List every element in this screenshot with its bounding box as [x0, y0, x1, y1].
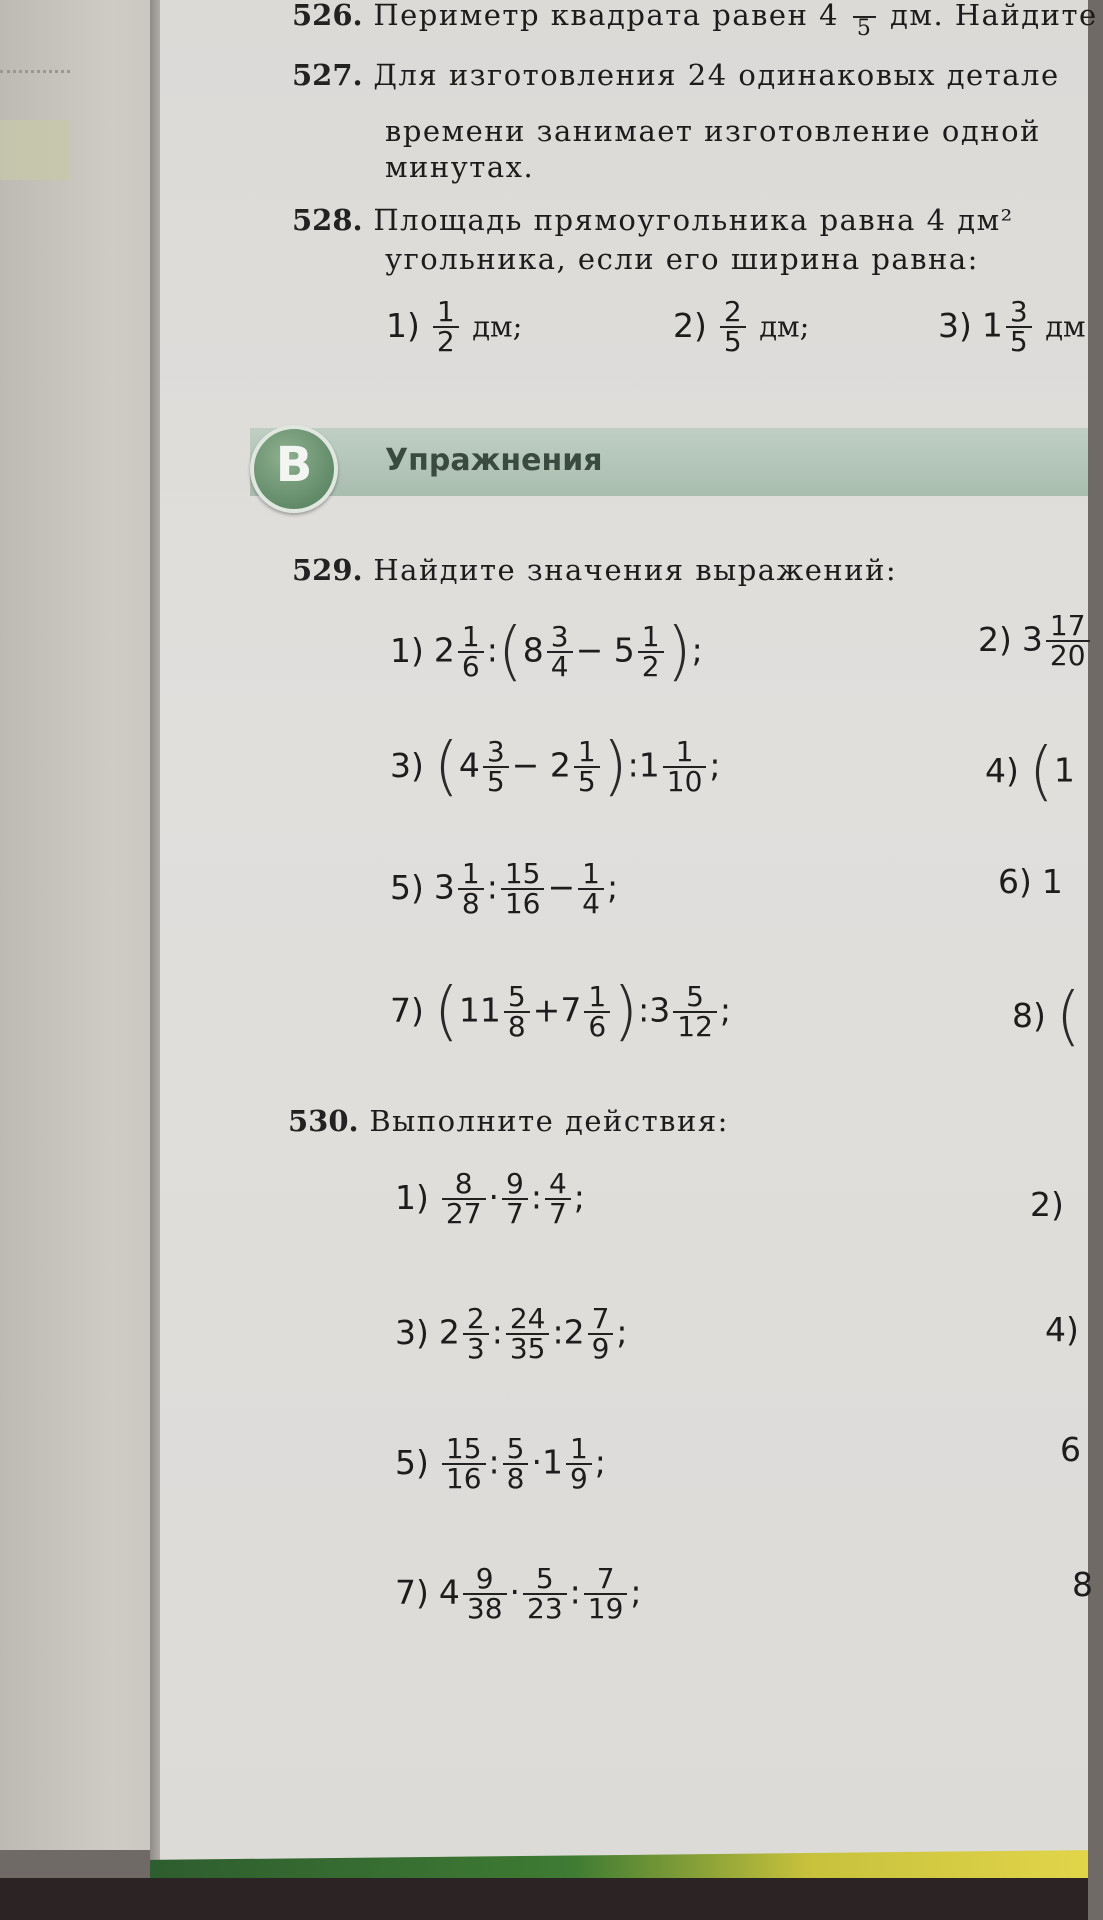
problem-number: 526. — [292, 0, 363, 32]
problem-530 — [288, 1104, 729, 1138]
problem-title: Выполните действия: — [369, 1104, 729, 1138]
expression-529-8: 8) ( — [1012, 980, 1081, 1054]
expression-529-6: 6) 1 — [998, 862, 1063, 901]
problem-text: Периметр квадрата равен 4 — [373, 0, 840, 32]
problem-text: дм. Найдите — [890, 0, 1098, 32]
problem-text: Для изготовления 24 одинаковых детале — [373, 58, 1060, 92]
section-banner — [250, 428, 1088, 496]
expression-529-1: 1) 2 $\frac{1}{6}$ :(8 $\frac{3}{4}$ − 5 $\frac{1}{2}$ ); — [390, 615, 703, 689]
problem-text: времени занимает изготовление одной — [385, 114, 1041, 148]
problem-text: угольника, если его ширина равна: — [385, 242, 979, 276]
expression-529-4: 4) (1 — [985, 735, 1075, 809]
problem-527 — [292, 58, 1060, 92]
problem-529 — [292, 553, 897, 587]
section-title: Упражнения — [385, 443, 603, 478]
answer-option-1: 1) $\frac{1}{2}$ дм; — [386, 295, 523, 358]
problem-title: Найдите значения выражений: — [373, 553, 898, 587]
expression-530-8: 8 — [1072, 1565, 1093, 1604]
expression-530-6: 6 — [1060, 1430, 1081, 1469]
expression-529-3: 3) (4 $\frac{3}{5}$ − 2 $\frac{1}{5}$ ):1 $\frac{1}{10}$ ; — [390, 730, 721, 804]
expression-529-2: 2) 3 $\frac{17}{20}$ — [978, 612, 1093, 670]
expression-530-1: 1) $\frac{8}{27}$ · $\frac{9}{7}$ : $\frac{4}{7}$ ; — [395, 1167, 585, 1230]
table-surface — [0, 1878, 1088, 1920]
left-page-stain — [0, 120, 70, 180]
problem-text: минутах. — [385, 150, 535, 184]
problem-number: 528. — [292, 203, 363, 237]
expression-530-3: 3) 2 $\frac{2}{3}$ : $\frac{24}{35}$ :2 $\frac{7}{9}$ ; — [395, 1302, 628, 1365]
expression-530-4: 4) — [1045, 1310, 1079, 1349]
answer-option-3: 3) 1 $\frac{3}{5}$ дм — [938, 295, 1086, 358]
section-badge: В — [250, 425, 338, 513]
expression-530-5: 5) $\frac{15}{16}$ : $\frac{5}{8}$ ·1 $\frac{1}{9}$ ; — [395, 1432, 606, 1495]
problem-number: 527. — [292, 58, 363, 92]
problem-528 — [292, 203, 1014, 237]
problem-text: Площадь прямоугольника равна 4 дм² — [373, 203, 1014, 237]
expression-529-5: 5) 3 $\frac{1}{8}$ : $\frac{15}{16}$ − $\frac{1}{4}$ ; — [390, 857, 619, 920]
problem-number: 529. — [292, 553, 363, 587]
expression-530-7: 7) 4 $\frac{9}{38}$ · $\frac{5}{23}$ : $\frac{7}{19}$ ; — [395, 1562, 642, 1625]
problem-526 — [292, 0, 1098, 40]
fraction: 5 — [853, 0, 877, 40]
problem-number: 530. — [288, 1104, 359, 1138]
left-page-dots — [0, 70, 70, 83]
answer-option-2: 2) $\frac{2}{5}$ дм; — [673, 295, 810, 358]
expression-529-7: 7) (11 $\frac{5}{8}$ +7 $\frac{1}{6}$ ):3 $\frac{5}{12}$ ; — [390, 975, 732, 1049]
expression-530-2: 2) — [1030, 1185, 1064, 1224]
